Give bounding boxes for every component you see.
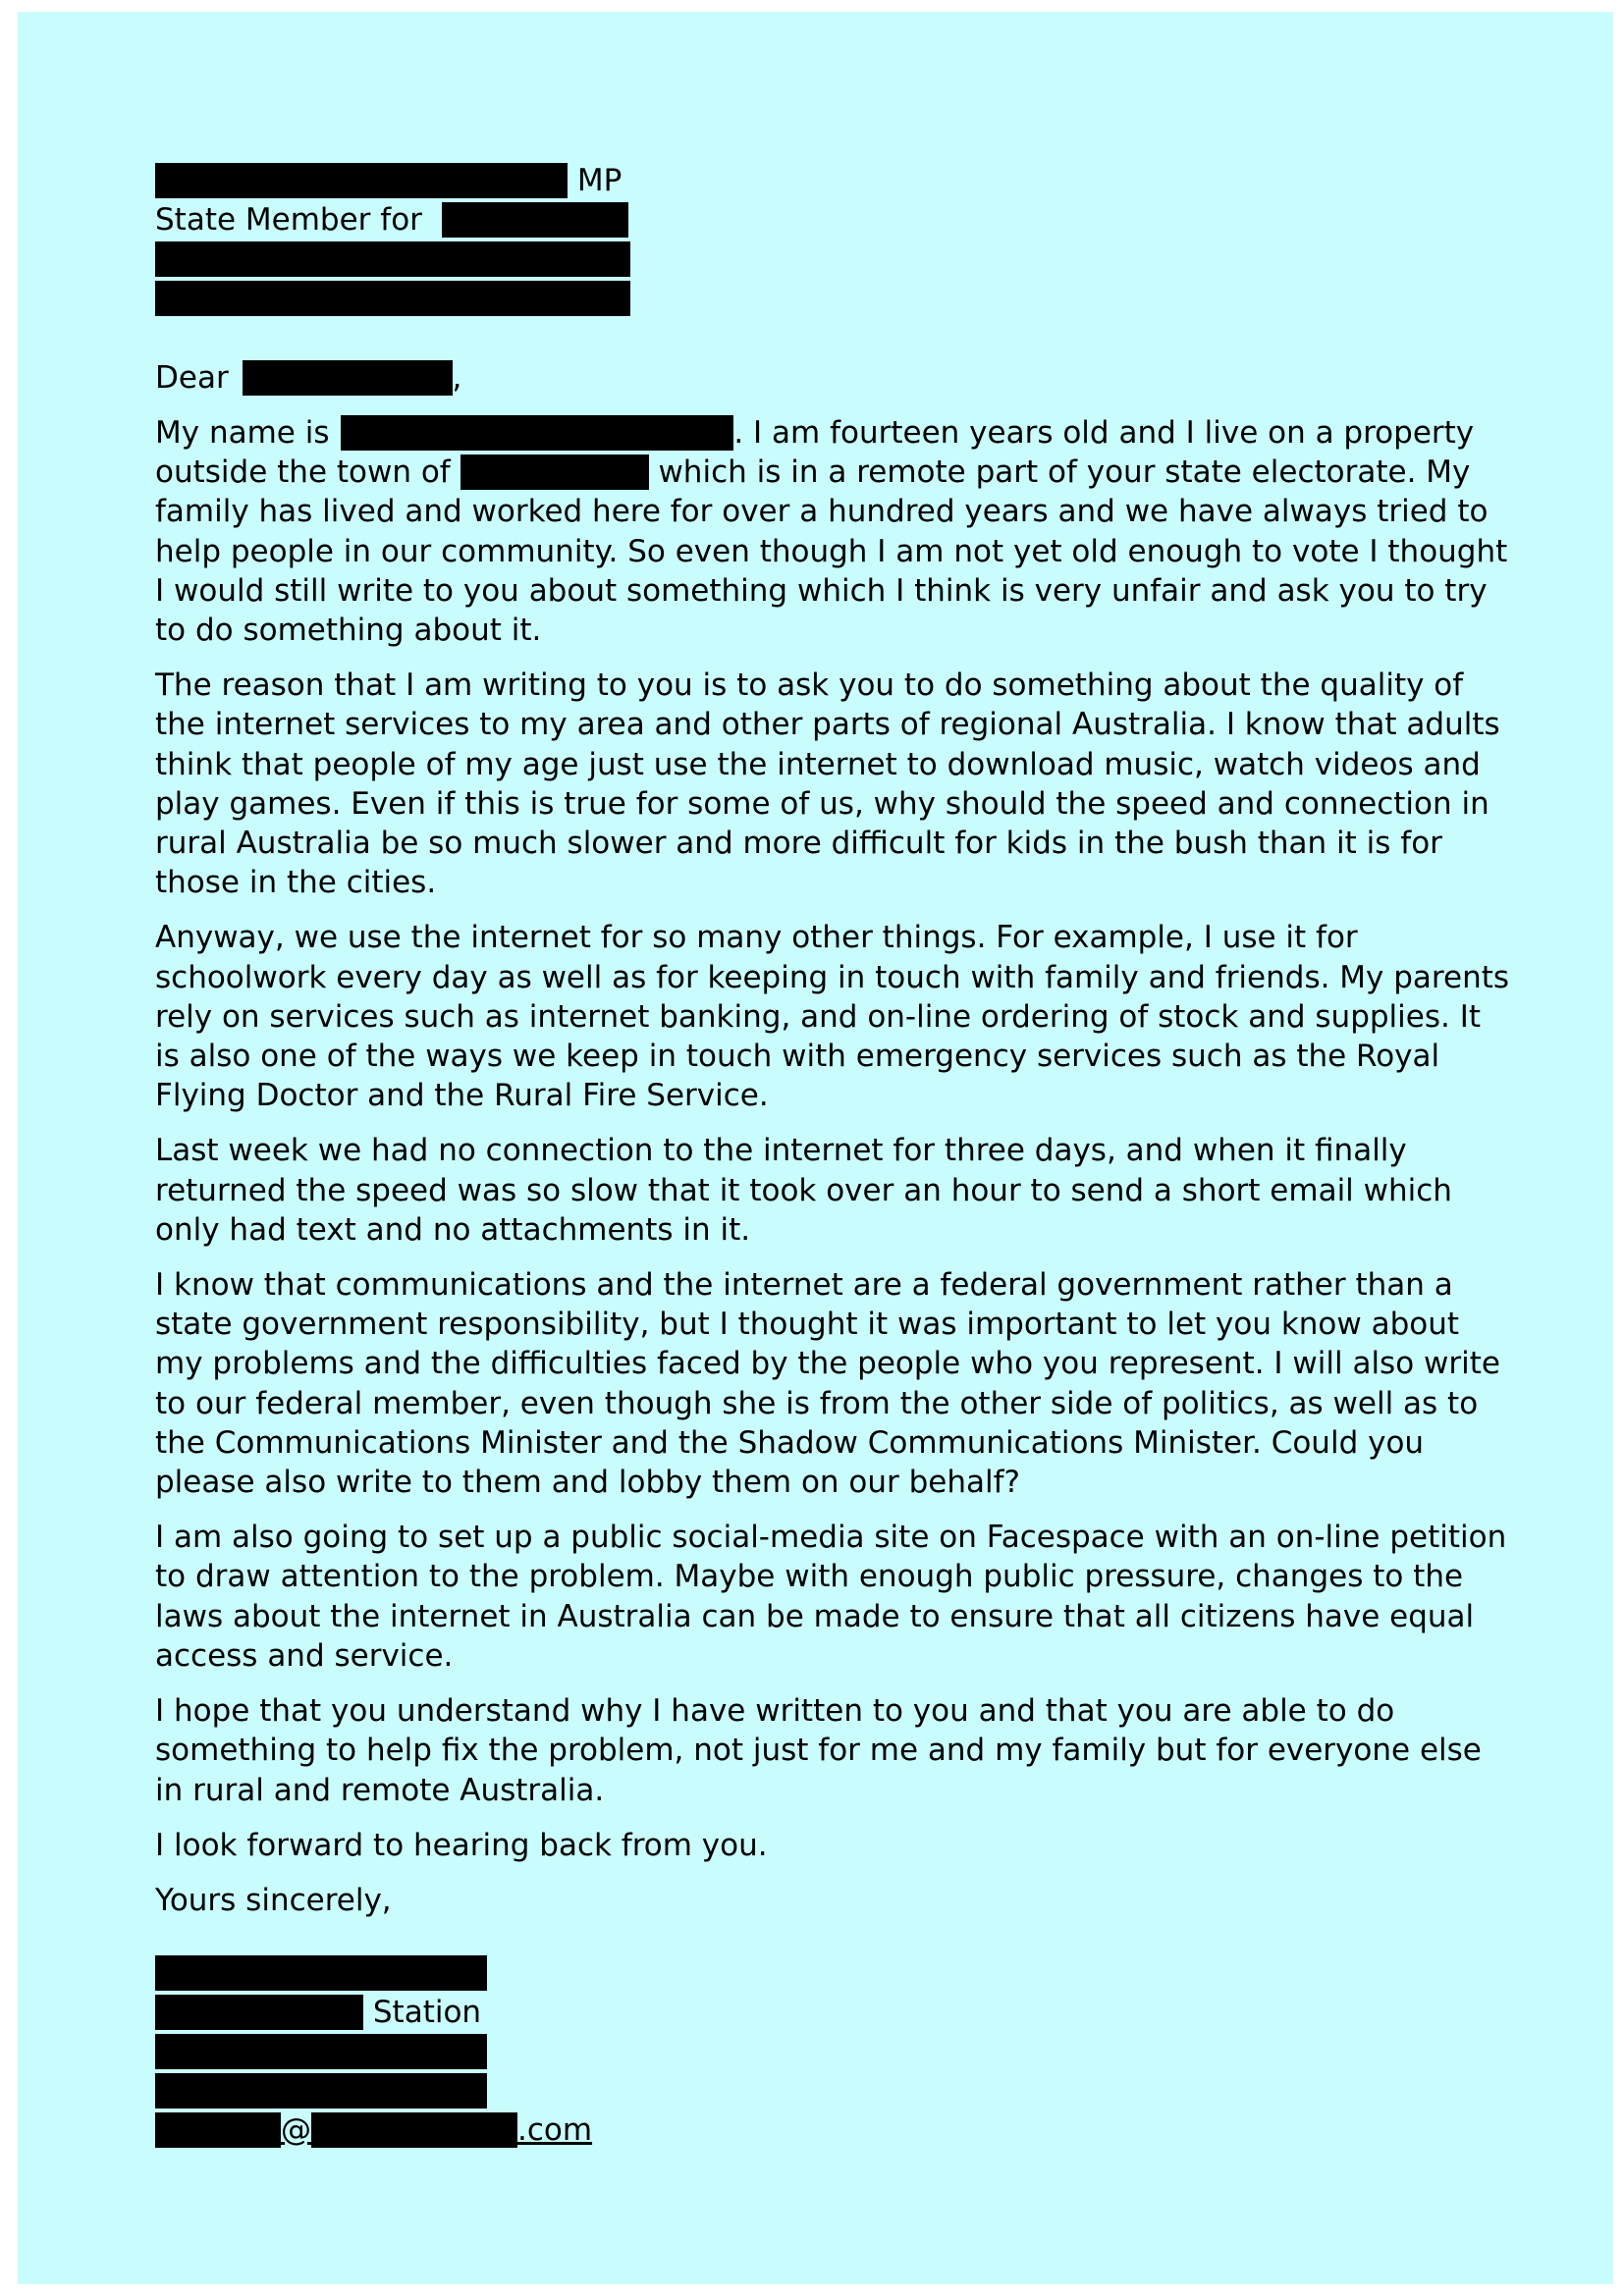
- paragraph-1-middle: . I am fourteen years old and I live on a property outside the town of: [155, 415, 1475, 491]
- redacted-town-name: [460, 454, 649, 490]
- body-paragraph-4: Last week we had no connection to the internet for three days, and when it finally returned the speed was so slow that it took over an hour to send a short email which only had text and no attachments in it.: [155, 1133, 1452, 1248]
- redacted-address-line-1: [155, 241, 630, 277]
- salutation-comma: ,: [452, 360, 462, 396]
- redacted-recipient-name: [155, 163, 568, 198]
- body-paragraph-6: I am also going to set up a public social-media site on Facespace with an on-line petition to draw attention to the problem. Maybe with enough public pressure, changes to the laws about the internet in Australia can be made to ensure that all citizens have equal access and service.: [155, 1520, 1507, 1674]
- recipient-address-line-1: [155, 240, 1510, 279]
- sender-address-line-1: [155, 2032, 1510, 2071]
- redacted-email-user: [155, 2112, 281, 2148]
- salutation-greeting: Dear: [155, 360, 229, 396]
- redacted-sender-address-1: [155, 2034, 487, 2069]
- redacted-sender-signature-name: [155, 1955, 487, 1991]
- recipient-address-line-2: [155, 279, 1510, 318]
- letter-content: [155, 161, 1510, 2150]
- body-paragraph-1: [155, 413, 1510, 650]
- redacted-station-name: [155, 1995, 363, 2030]
- body-paragraph-5: I know that communications and the internet are a federal government rather than a state government responsibility, but I thought it was important to let you know about my problems and the difficulties faced by the people who you represent. I will also write to our federal member, even though she is from the other side of politics, as well as to the Communications Minister and the Shadow Communications Minister. Could you please also write to them and lobby them on our behalf?: [155, 1267, 1500, 1501]
- redacted-sender-address-2: [155, 2073, 487, 2109]
- body-paragraph-3: Anyway, we use the internet for so many other things. For example, I use it for schoolwork every day as well as for keeping in touch with family and friends. My parents rely on services such as internet banking, and on-line ordering of stock and supplies. It is also one of the ways we keep in touch with emergency services such as the Royal Flying Doctor and the Rural Fire Service.: [155, 920, 1510, 1114]
- sender-station-line: [155, 1993, 1510, 2032]
- recipient-electorate-line: [155, 200, 1510, 240]
- redacted-electorate: [442, 202, 628, 238]
- redacted-sender-name: [341, 415, 733, 451]
- state-member-label: State Member for: [155, 202, 422, 238]
- signoff: Yours sincerely,: [155, 1882, 392, 1918]
- station-label: Station: [372, 1995, 482, 2031]
- sender-signature-block: [155, 1953, 1510, 2150]
- letter-page: [18, 12, 1613, 2284]
- redacted-email-domain: [311, 2112, 517, 2148]
- paragraph-1-intro: My name is: [155, 415, 330, 451]
- body-paragraph-7: I hope that you understand why I have written to you and that you are able to do something to help fix the problem, not just for me and my family but for everyone else in rural and remote Australia.: [155, 1693, 1482, 1808]
- sender-name-line: [155, 1953, 1510, 1993]
- email-tld: .com: [517, 2112, 593, 2149]
- redacted-salutation-name: [243, 360, 453, 396]
- sender-email-link[interactable]: [155, 2110, 1510, 2150]
- body-paragraph-2: The reason that I am writing to you is to ask you to do something about the quality of the internet services to my area and other parts of regional Australia. I know that adults think that people of my age just use the internet to download music, watch videos and play games. Even if this is true for some of us, why should the speed and connection in rural Australia be so much slower and more difficult for kids in the bush than it is for those in the cities.: [155, 667, 1500, 901]
- redacted-address-line-2: [155, 281, 630, 316]
- body-paragraph-8: I look forward to hearing back from you.: [155, 1827, 768, 1863]
- paragraph-1-rest: which is in a remote part of your state electorate. My family has lived and worked here for over a hundred years and we have always tried to help people in our community. So even though I am not yet old enough to vote I thought I would still write to you about something which I think is very unfair and ask you to try to do something about it.: [155, 454, 1508, 649]
- sender-address-line-2: [155, 2071, 1510, 2110]
- salutation: [155, 358, 1510, 398]
- email-at-sign: @: [281, 2112, 311, 2149]
- recipient-title: MP: [576, 163, 623, 198]
- recipient-name-line: [155, 161, 1510, 200]
- recipient-address-block: [155, 161, 1510, 318]
